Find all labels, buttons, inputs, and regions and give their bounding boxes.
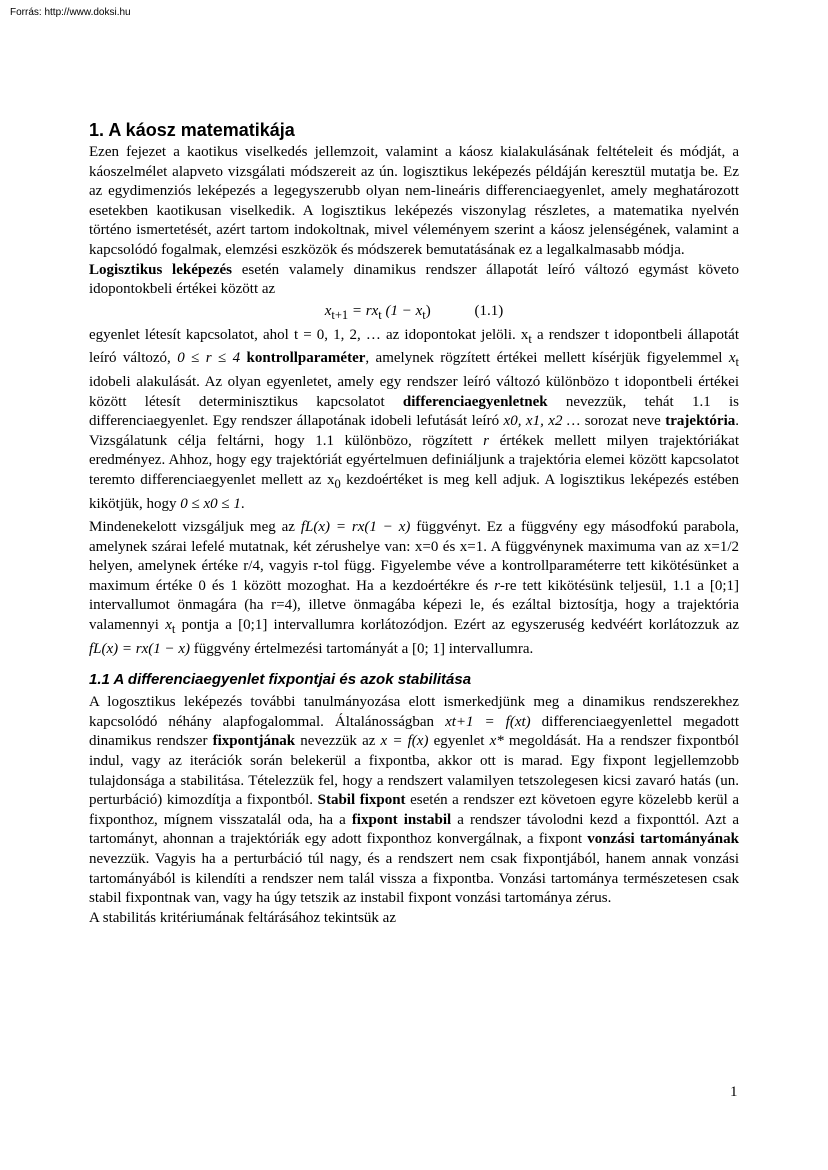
general-equation: xt+1 = f(xt) [445,713,531,730]
equation-explanation-paragraph [89,326,739,514]
term-basin-of-attraction: vonzási tartományának [587,831,739,848]
p3-t2: a rendszer t idopontbeli állapotát leíró változó, [89,326,739,367]
p5-t6: esetén a rendszer ezt követoen egyre közelebb kerül a fixponthoz, mígnem visszatalál oda, ha a [89,792,739,828]
eq1-rhs-c: ) [425,302,431,319]
term-control-parameter: kontrollparaméter [240,350,366,367]
document-body [89,118,739,928]
function-fl-2: fL(x) = rx(1 − x) [89,640,191,657]
p3-t4: idobeli alakulását. Az olyan egyenletet, amely egy rendszer leíró változó különbözo t idopontbeli értékei között létesít determinisztikus kapcsolatot [89,373,739,410]
p3-t10: . [240,495,245,512]
p4-x-sub: t [171,622,176,637]
fixpoint-equation: x = f(x) [380,733,429,750]
p3-x0-sub: 0 [334,476,341,491]
intro-paragraph: Ezen fejezet a kaotikus viselkedés jellemzoit, valamint a káosz kialakulásának feltételeit és módját, a káoszelmélet alapveto vizsgálati módszereit az ún. logisztikus leképezés példáján keresztül mutatja be. Ez az egydimenziós leképezés a legegyszerubb olyan nem-lineáris differenciaegyenlet, amely meghatározott esetekben kaotikusan viselkedik. A logisztikus leképezés viszonylag részletes, a matematika nyelvén történo ismertetését, azért tartom indokoltnak, mivel véleményem szerint a káosz jelenségének, valamint a kapcsolódó fogalmak, elemzési eszközök és módszerek bemutatásának ez a legalkalmasabb módja. [89,144,739,258]
equation-number: (1.1) [474,302,504,319]
term-logistic-map: Logisztikus leképezés [89,261,233,278]
eq1-sub1: t [378,307,382,322]
p3-t1: egyenlet létesít kapcsolatot, ahol t = 0, 1, 2, … az idopontokat jelöli. x [89,326,529,343]
x-star: x* [489,733,504,750]
page-number: 1 [730,1084,738,1100]
stability-intro: A stabilitás kritériumának feltárásához tekintsük az [89,909,396,926]
eq1-lhs: x [324,302,332,319]
p3-t3: , amelynek rögzített értékei mellett kísérjük figyelemmel [365,350,729,367]
section-title: 1.1 A differenciaegyenlet fixpontjai és azok stabilitása [89,671,472,689]
p3-r-var: r [483,432,489,449]
p2-text: esetén valamely dinamikus rendszer állapotát leíró változó egymást követo idopontokbeli értékei között az [89,261,739,298]
x0-condition: 0 ≤ x0 ≤ 1 [180,495,241,512]
p3-t6: sorozat neve [580,413,666,430]
p5-t2: differenciaegyenlettel megadott dinamikus rendszer [89,713,739,750]
p3-t7: . Vizsgálatunk célja feltárni, hogy 1.1 különbözo, rögzített [89,413,739,449]
function-paragraph [89,514,739,659]
eq1-rhs-b: (1 − x [381,302,423,319]
r-range: 0 ≤ r ≤ 4 [177,350,241,367]
p3-t8: értékek mellett milyen trajektóriákat eredményez. Ahhoz, hogy egy trajektóriát egyértelmuen definiáljunk a trajektória elemei között kapcsolatot teremto differenciaegyenlet mellett az x [89,432,739,488]
p4-r-var: r [494,577,500,594]
term-difference-equation: differenciaegyenletnek [402,393,548,410]
eq1-sub2: t [422,307,426,322]
p5-t8: nevezzük. Vagyis ha a perturbáció túl nagy, és a rendszert nem csak fixpontjából, hanem annak vonzási tartományából is kilendíti a rendszer nem talál vissza a fixpontba. Vonzási tartománya természetesen csak stabil fixpontnak van, vagy ha úgy tetszik az instabil fixpont vonzási tartománya zérus. [89,851,739,907]
p5-t7: a rendszer távolodni kezd a fixponttól. Azt a tartományt, ahonnan a trajektóriák egy adott fixponthoz konvergálnak, a fixpont [89,811,739,848]
p5-t4: egyenlet [428,733,490,750]
p4-t4: pontja a [0;1] intervallumra korlátozódjon. Ezért az egyszeruség kedvéért korlátozzuk az [175,617,739,634]
eq1-lhs-sub: t+1 [331,307,349,322]
p3-x-sub: t [735,355,740,370]
p5-t5: megoldását. Ha a rendszer fixpontból indul, vagy az iterációk során belekerül a fixpontba, akkor ott is marad. Egy fixpont legjellemzobb tulajdonsága a stabilitása. Tételezzük fel, hogy a rendszert valamilyen tetszolegesen kicsi zavaró hatás (un. perturbáció) kimozdítja a fixpontból. [89,733,739,809]
function-fl: fL(x) = rx(1 − x) [300,519,411,536]
term-stable-fixpoint: Stabil fixpont [317,792,406,809]
p5-t1: A logosztikus leképezés további tanulmányozása elott ismerkedjünk meg a dinamikus rendszerekhez kapcsolódó néhány alapfogalommal. Általánosságban [89,694,739,730]
p5-t3: nevezzük az [295,733,381,750]
logistic-map-paragraph [89,261,739,300]
eq1-rhs-a: = rx [348,302,379,319]
chapter-title: 1. A káosz matematikája [89,120,295,140]
p4-t2: függvényt. Ez a függvény egy másodfokú parabola, amelynek szárai lefelé mutatnak, két zérushelye van: x=0 és x=1. A függvénynek maximuma van az x=1/2 helyen, amelynek értéke r/4, vagyis r-tol függ. Figyelembe véve a kontrollparaméterre tett kikötésünket a maximum értéke 0 és 1 között mozoghat. Ha a kezdoértékre és [89,519,740,594]
p3-t5: nevezzük, tehát 1.1 is differenciaegyenlet. Egy rendszer állapotának idobeli lefutását leíró [89,393,739,430]
p3-t9: kezdoértéket is meg kell adjuk. A logisztikus leképezés estében kikötjük, hogy [89,471,739,512]
term-unstable-fixpoint: fixpont instabil [351,811,452,828]
term-trajectory: trajektória [665,413,736,430]
p3-t1-sub: t [528,331,532,346]
fixpoint-paragraph [89,693,739,909]
equation-1-1 [89,300,739,326]
term-fixpoint: fixpontjának [212,733,296,750]
p4-t5: függvény értelmezési tartományát a [0; 1] intervallumra. [190,640,534,657]
p4-t1: Mindenekelott vizsgáljuk meg az [89,519,301,536]
p4-t3: -re tett kikötésünk teljesül, 1.1 a [0;1] intervallumot önmagára (ha r=4), illetve önmagába képezi le, és ezáltal biztosítja, hogy a trajektória valamennyi [89,577,739,634]
sequence-x: x0, x1, x2 … [503,413,581,430]
p3-x-var: x [728,350,736,367]
p4-x-var: x [165,617,172,634]
source-line: Forrás: http://www.doksi.hu [10,7,131,18]
